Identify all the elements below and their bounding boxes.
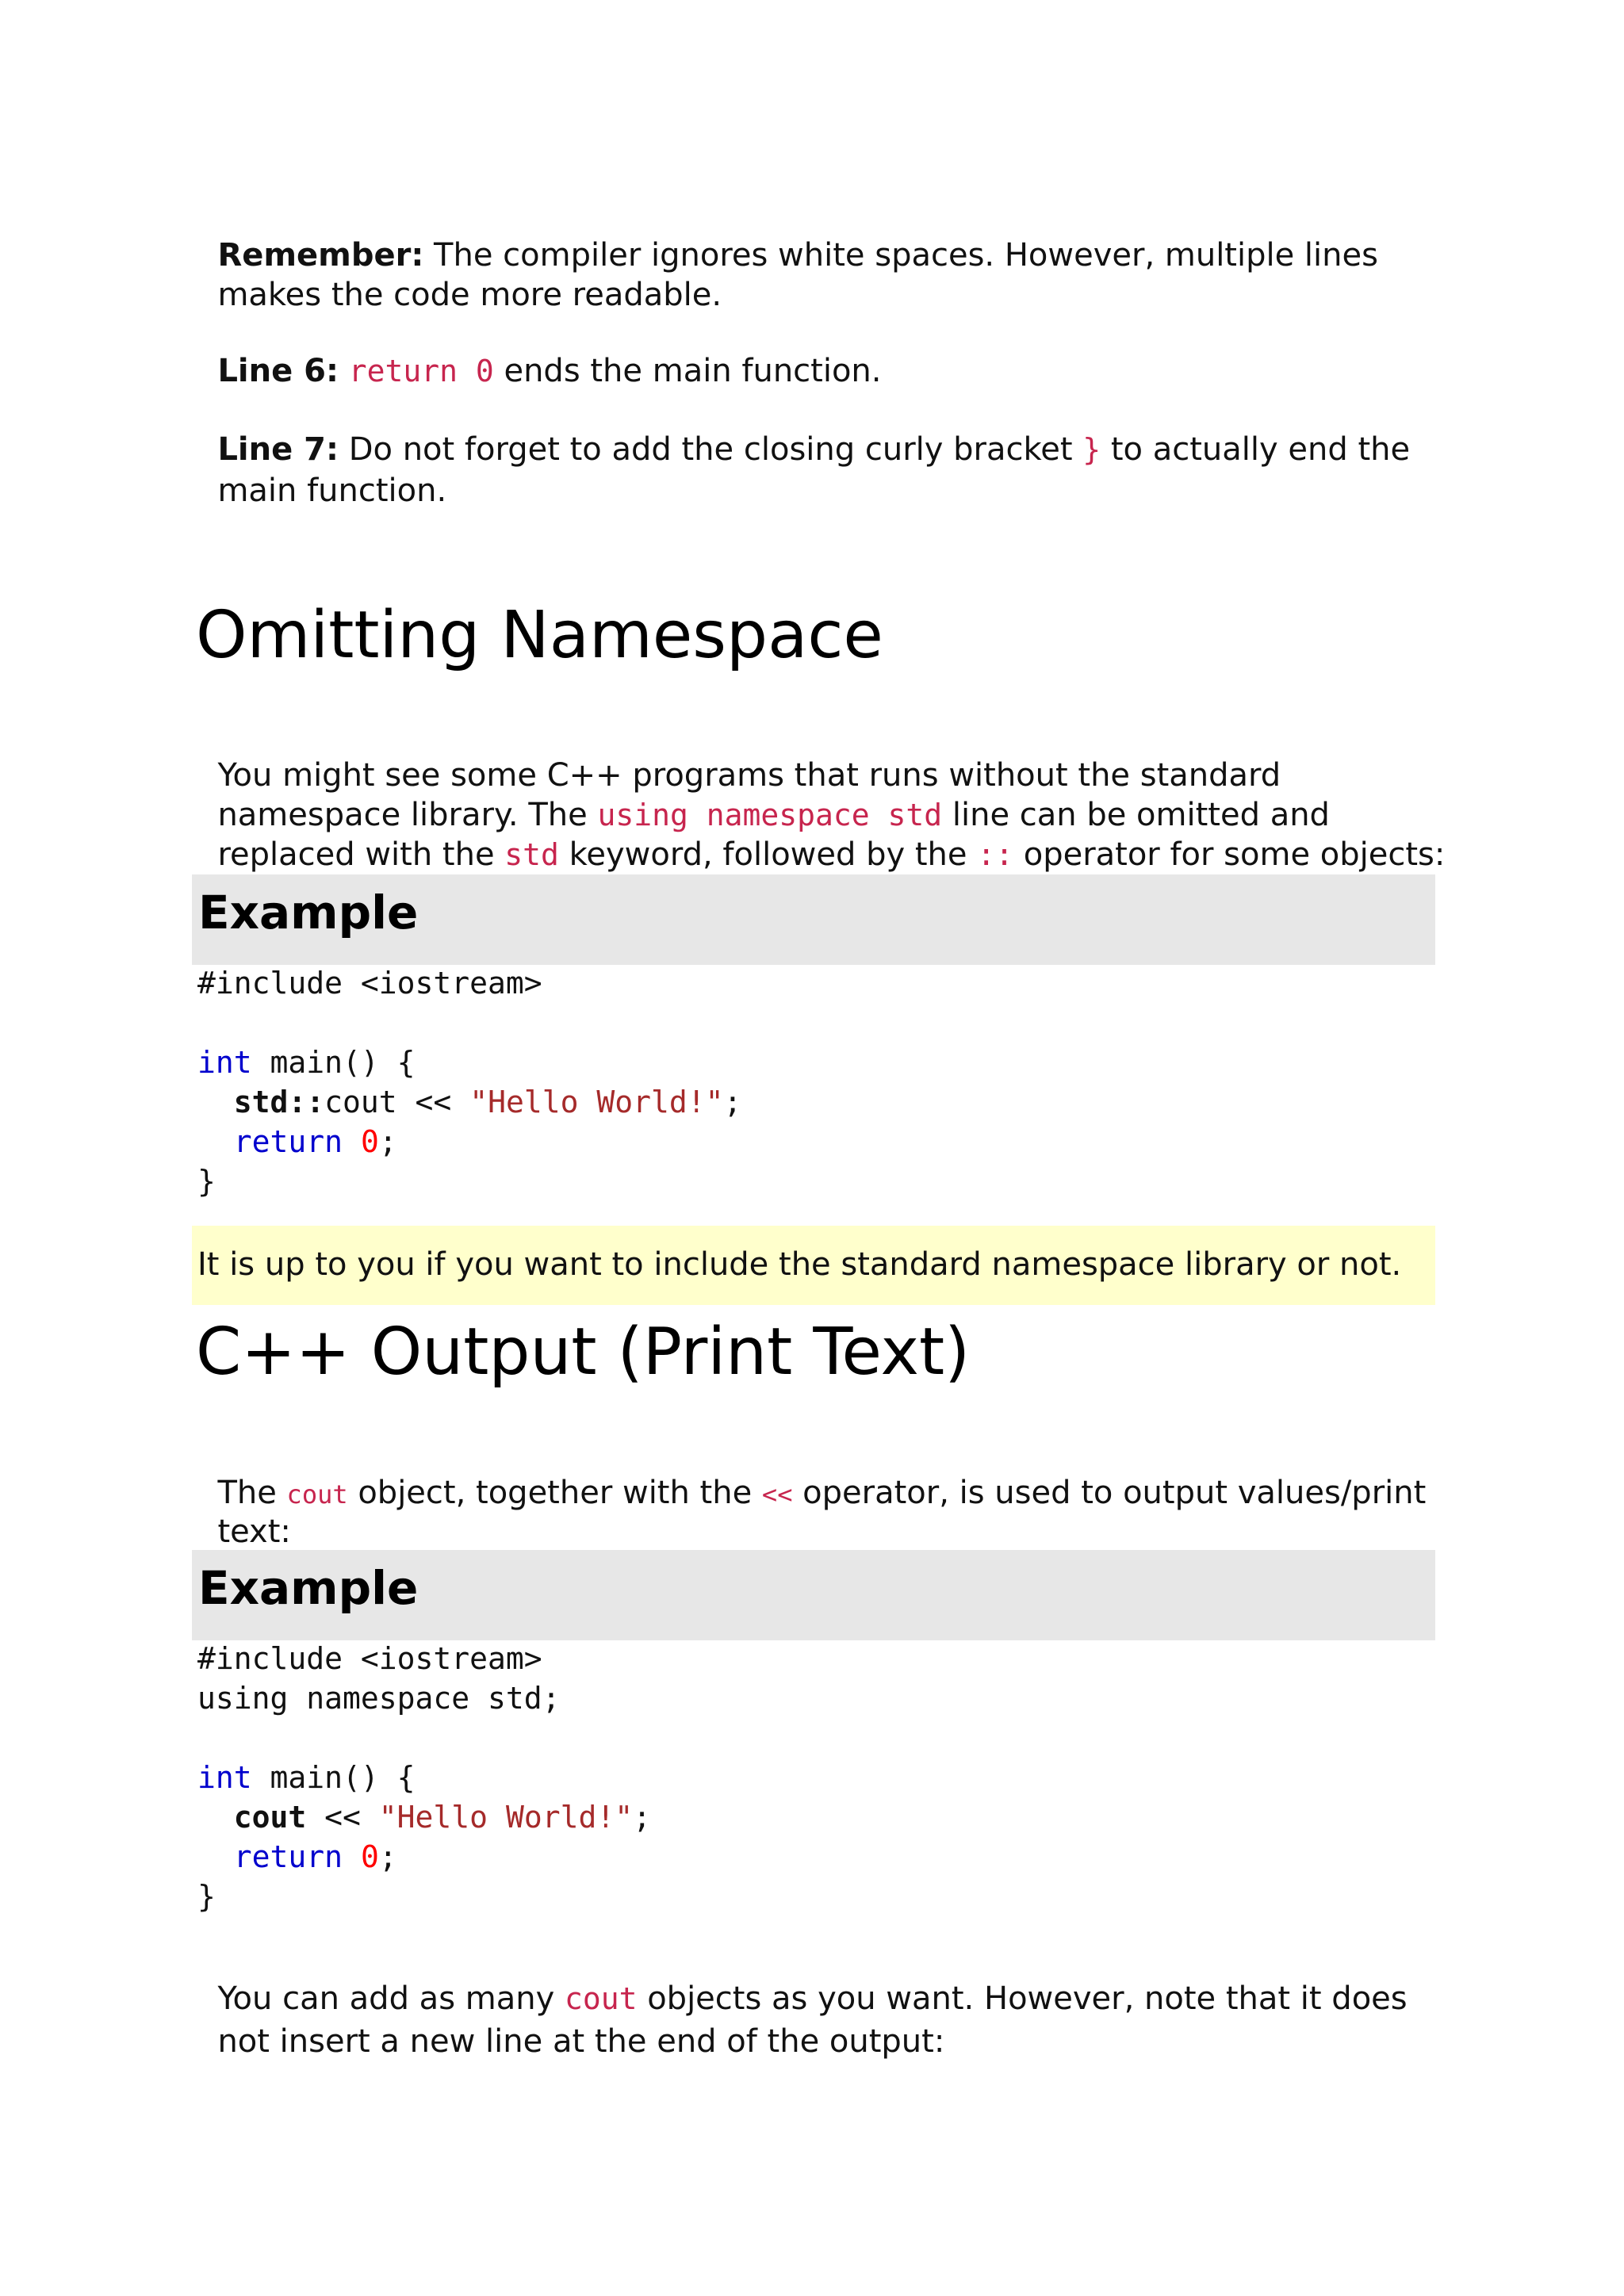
code1-line6: }	[197, 1164, 216, 1199]
line7-paragraph-line2	[197, 431, 446, 511]
section2-paragraph-line1	[197, 1433, 1426, 1514]
remember-label: Remember:	[217, 237, 424, 274]
code2-line3-blank	[197, 1718, 651, 1758]
remember-paragraph-line2	[197, 235, 722, 315]
note-box	[192, 1226, 1435, 1305]
section2-paragraph-line2	[197, 1472, 291, 1552]
section-heading-cpp-output: C++ Output (Print Text)	[196, 1314, 971, 1390]
section1-text-l3b: keyword, followed by the	[558, 836, 978, 873]
code2-line2: using namespace std;	[197, 1681, 561, 1716]
code2-line7: }	[197, 1879, 216, 1914]
line7-code: }	[1082, 432, 1101, 467]
section1-text-l1: You might see some C++ programs that runs without the standard	[217, 757, 1281, 794]
example-header-1	[192, 874, 1435, 965]
example-header-2	[192, 1550, 1435, 1640]
line6-code: return 0	[348, 354, 494, 388]
line7-text2: to actually end the	[1101, 431, 1411, 468]
code1-line3: int main() {	[197, 1045, 416, 1080]
code1-line1: #include <iostream>	[197, 966, 542, 1001]
section1-code-std: std	[504, 837, 559, 872]
section2-text-l1a: The	[217, 1475, 287, 1511]
code-block-1	[197, 963, 741, 1201]
section2-code-cout: cout	[286, 1479, 348, 1510]
after-text-l1a: You can add as many	[217, 1980, 565, 2017]
remember-text-line2: makes the code more readable.	[217, 277, 722, 313]
section1-paragraph-line3	[197, 795, 1445, 874]
code1-line5: return 0;	[233, 1124, 397, 1159]
code1-line2-blank	[197, 1003, 741, 1043]
section-heading-omitting-namespace: Omitting Namespace	[196, 598, 883, 673]
line6-text: ends the main function.	[493, 353, 882, 389]
example-label-1: Example	[198, 886, 419, 939]
code2-line1: #include <iostream>	[197, 1641, 542, 1676]
section1-text-l3a: replaced with the	[217, 836, 505, 873]
line6-label: Line 6:	[217, 353, 339, 389]
note-text: It is up to you if you want to include the standard namespace library or not.	[197, 1246, 1402, 1283]
section2-text-l1c: operator, is used to output values/print	[792, 1475, 1427, 1511]
section2-text-l1b: object, together with the	[347, 1475, 762, 1511]
code2-line5: cout << "Hello World!";	[233, 1800, 651, 1835]
line7-label: Line 7:	[217, 431, 339, 468]
after-text-l1b: objects as you want. However, note that it does	[637, 1980, 1408, 2017]
after-text-l2: not insert a new line at the end of the output:	[217, 2023, 945, 2060]
section1-code-scope-operator: ::	[977, 837, 1013, 872]
section1-text-l3c: operator for some objects:	[1013, 836, 1446, 873]
line7-text-line2: main function.	[217, 473, 447, 509]
after-code-cout: cout	[564, 1981, 638, 2016]
code2-line4: int main() {	[197, 1760, 416, 1795]
section2-text-l2: text:	[217, 1513, 291, 1550]
line7-text1: Do not forget to add the closing curly bracket	[339, 431, 1083, 468]
after-paragraph-line2	[197, 1982, 944, 2061]
line6-paragraph	[197, 312, 882, 391]
code2-line6: return 0;	[233, 1839, 397, 1874]
section1-code-using-namespace: using namespace std	[597, 798, 943, 832]
section2-code-insertion-operator: <<	[761, 1479, 793, 1510]
section1-text-l2a: namespace library. The	[217, 797, 598, 833]
example-label-2: Example	[198, 1561, 419, 1615]
code-block-2	[197, 1639, 651, 1916]
section1-text-l2b: line can be omitted and	[942, 797, 1330, 833]
remember-text-line1: The compiler ignores white spaces. However, multiple lines	[423, 237, 1378, 274]
code1-line4: std::cout << "Hello World!";	[233, 1085, 742, 1119]
